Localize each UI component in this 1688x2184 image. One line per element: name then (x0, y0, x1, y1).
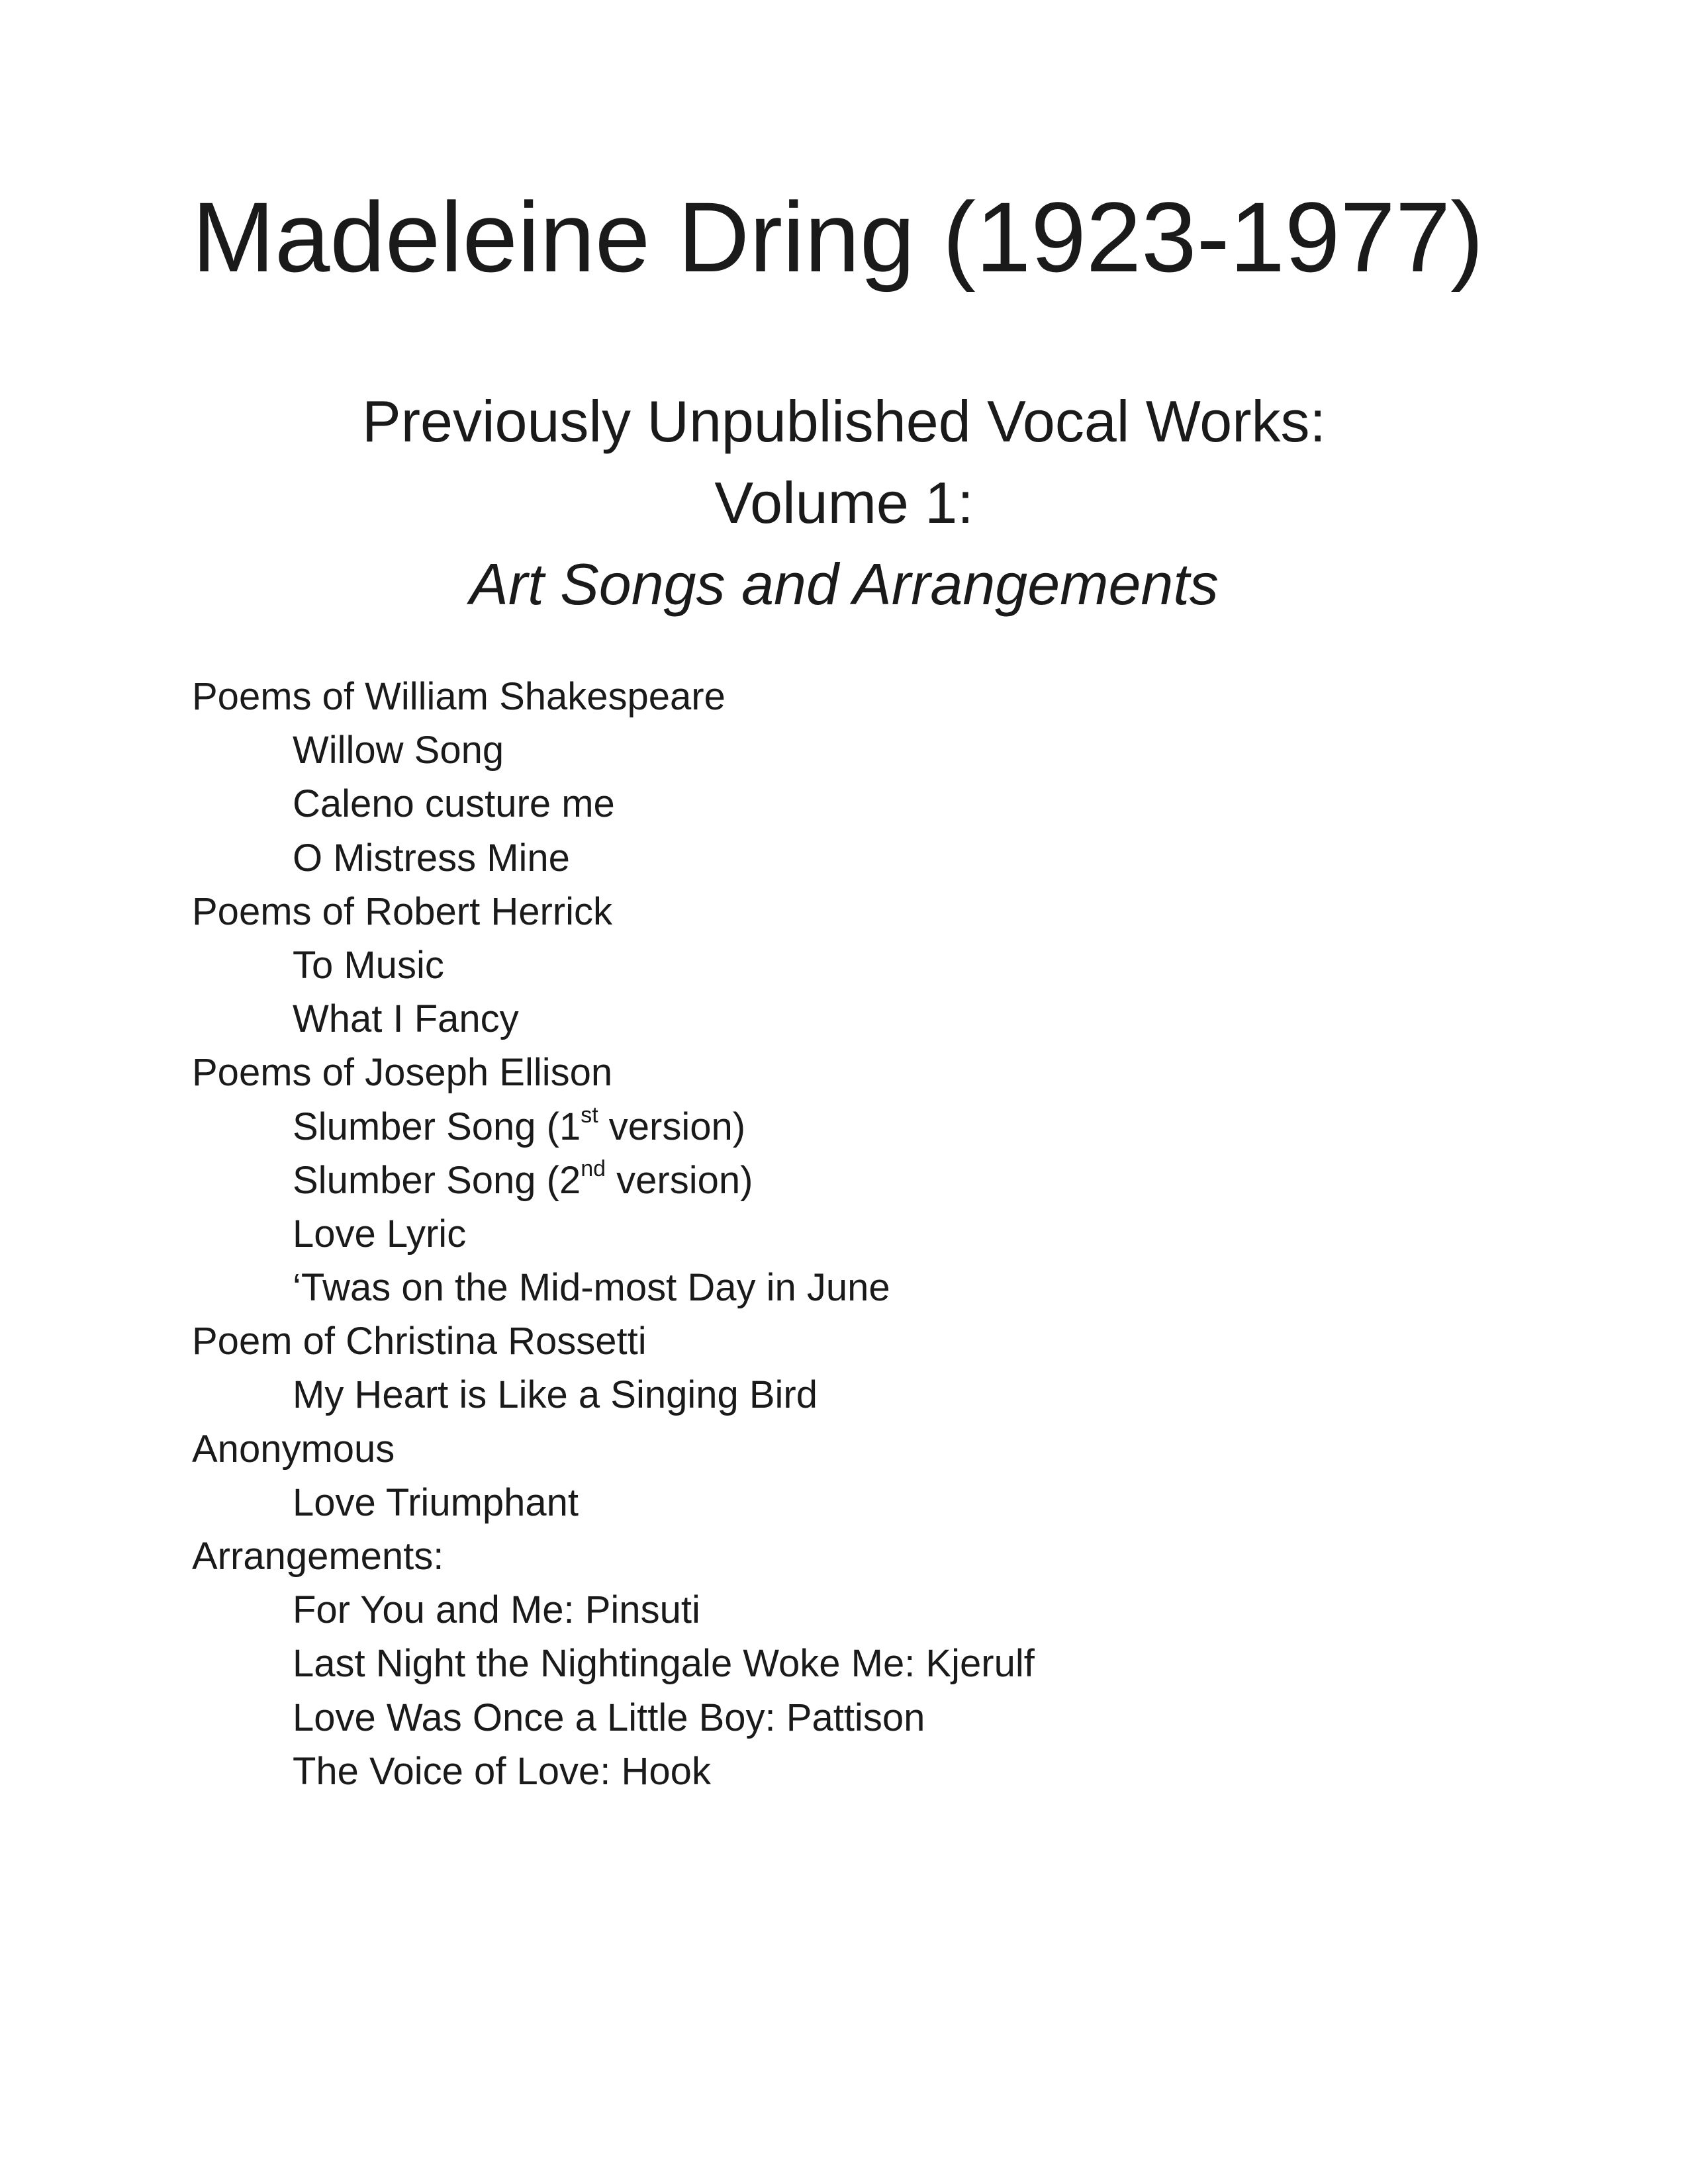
list-item: ‘Twas on the Mid-most Day in June (293, 1266, 890, 1310)
item-text: version) (606, 1158, 753, 1202)
section-heading-herrick: Poems of Robert Herrick (192, 889, 612, 933)
subtitle-block (0, 381, 1688, 625)
list-item: What I Fancy (293, 997, 519, 1041)
ordinal-suffix: nd (581, 1156, 606, 1181)
list-item: Love Was Once a Little Boy: Pattison (293, 1696, 925, 1739)
list-item: Love Lyric (293, 1212, 467, 1255)
list-item: Willow Song (293, 729, 504, 772)
list-item: O Mistress Mine (293, 836, 570, 880)
list-item: My Heart is Like a Singing Bird (293, 1373, 818, 1417)
list-item: The Voice of Love: Hook (293, 1749, 711, 1793)
section-heading-shakespeare: Poems of William Shakespeare (192, 675, 726, 718)
section-heading-anonymous: Anonymous (192, 1427, 395, 1471)
list-item (192, 1154, 1516, 1207)
item-text: version) (598, 1105, 746, 1148)
list-item: Last Night the Nightingale Woke Me: Kjerulf (293, 1642, 1035, 1686)
ordinal-suffix: st (581, 1102, 598, 1128)
list-item (192, 1100, 1516, 1154)
section-heading-ellison: Poems of Joseph Ellison (192, 1051, 613, 1095)
list-item: To Music (293, 943, 444, 987)
list-item: Love Triumphant (293, 1480, 579, 1524)
table-of-contents (192, 670, 1516, 1798)
page-title: Madeleine Dring (1923-1977) (192, 181, 1484, 293)
section-heading-rossetti: Poem of Christina Rossetti (192, 1320, 647, 1363)
volume-label: Volume 1: (714, 470, 974, 535)
section-heading-arrangements: Arrangements: (192, 1535, 444, 1578)
item-text: Slumber Song (1 (293, 1105, 581, 1148)
list-item: For You and Me: Pinsuti (293, 1588, 700, 1632)
item-text: Slumber Song (2 (293, 1158, 581, 1202)
volume-title: Art Songs and Arrangements (469, 551, 1219, 617)
list-item: Caleno custure me (293, 782, 615, 826)
subtitle-line: Previously Unpublished Vocal Works: (362, 388, 1326, 454)
